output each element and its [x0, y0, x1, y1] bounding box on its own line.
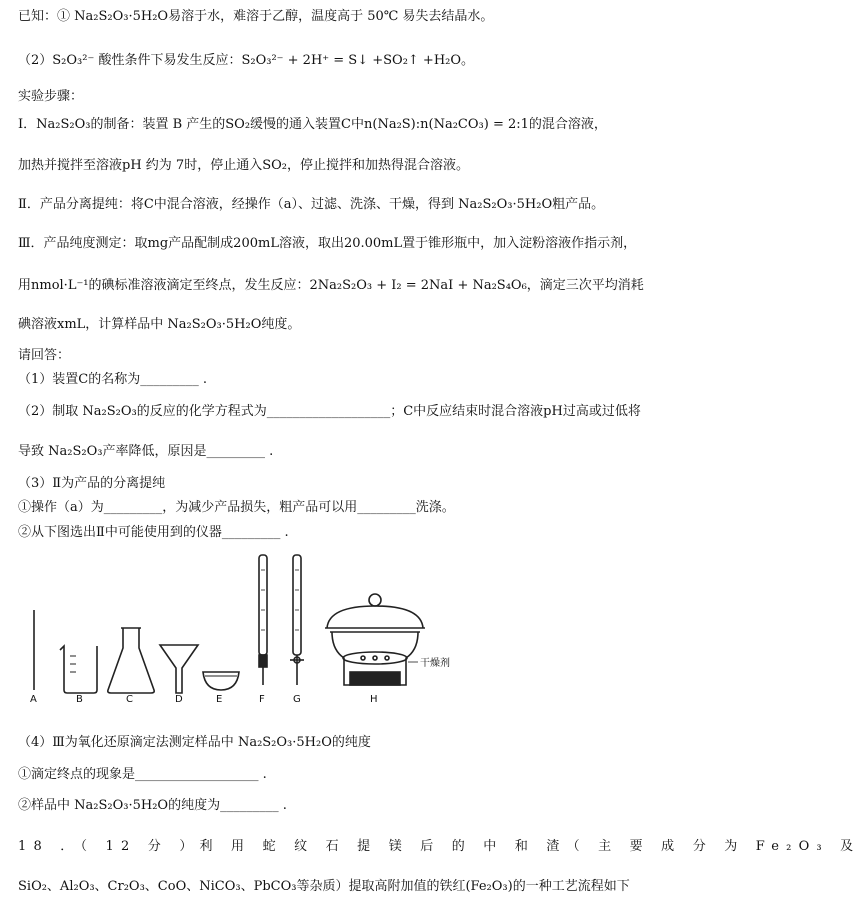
line-q3b: ②从下图选出Ⅱ中可能使用到的仪器_________ . [18, 525, 289, 540]
label-e: E [216, 694, 223, 705]
apparatus-figure [20, 550, 470, 715]
line-q18a: 18 ．（ 12 分 ）利 用 蛇 纹 石 提 镁 后 的 中 和 渣（ 主 要 成 分 为 Fe₂O₃ 及 [18, 839, 860, 854]
line-step1a: Ⅰ．Na₂S₂O₃的制备：装置 B 产生的SO₂缓慢的通入装置C中n(Na₂S):n(Na₂CO₃) = 2:1的混合溶液， [18, 117, 607, 132]
evaporating-dish-icon [203, 672, 239, 690]
conical-flask-icon [108, 628, 154, 693]
label-d: D [175, 694, 183, 705]
label-a: A [30, 694, 37, 705]
label-g: G [293, 694, 301, 705]
funnel-icon [160, 645, 198, 693]
line-known: 已知：① Na₂S₂O₃·5H₂O易溶于水，难溶于乙醇，温度高于 50℃ 易失去结晶水。 [18, 9, 494, 24]
line-answer-heading: 请回答： [18, 348, 71, 363]
label-b: B [76, 694, 83, 705]
line-step3b: 用nmol·L⁻¹的碘标准溶液滴定至终点，发生反应：2Na₂S₂O₃ + I₂ = 2NaI + Na₂S₄O₆，滴定三次平均消耗 [18, 278, 644, 293]
burette-rubber-tube-icon [259, 555, 267, 685]
burette-stopcock-icon [290, 555, 304, 685]
line-known-2: （2）S₂O₃²⁻ 酸性条件下易发生反应：S₂O₃²⁻ + 2H⁺ = S↓ +SO₂↑ +H₂O。 [18, 53, 475, 68]
desiccant-label: 干燥剂 [420, 658, 450, 669]
label-c: C [126, 694, 133, 705]
line-q2b: 导致 Na₂S₂O₃产率降低，原因是_________ . [18, 444, 274, 459]
label-f: F [259, 694, 265, 705]
line-q18b: SiO₂、Al₂O₃、Cr₂O₃、CoO、NiCO₃、PbCO₃等杂质）提取高附加值的铁红(Fe₂O₃)的一种工艺流程如下 [18, 879, 630, 894]
label-h: H [370, 694, 378, 705]
line-step3a: Ⅲ．产品纯度测定：取mg产品配制成200mL溶液，取出20.00mL置于锥形瓶中，加入淀粉溶液作指示剂， [18, 236, 637, 251]
line-step1b: 加热并搅拌至溶液pH 约为 7时，停止通入SO₂，停止搅拌和加热得混合溶液。 [18, 158, 469, 173]
beaker-icon [60, 646, 97, 693]
line-q3a: ①操作（a）为_________，为减少产品损失，粗产品可以用_________洗涤。 [18, 500, 455, 515]
line-q4b: ②样品中 Na₂S₂O₃·5H₂O的纯度为_________ . [18, 798, 287, 813]
desiccator-icon [325, 594, 425, 685]
line-q3: （3）Ⅱ为产品的分离提纯 [18, 476, 166, 491]
line-q1: （1）装置C的名称为_________ . [18, 372, 207, 387]
line-steps-heading: 实验步骤： [18, 89, 84, 104]
line-step3c: 碘溶液xmL，计算样品中 Na₂S₂O₃·5H₂O纯度。 [18, 317, 301, 332]
line-q2a: （2）制取 Na₂S₂O₃的反应的化学方程式为___________________；C中反应结束时混合溶液pH过高或过低将 [18, 404, 641, 419]
line-q4a: ①滴定终点的现象是___________________ . [18, 767, 267, 782]
line-step2: Ⅱ．产品分离提纯：将C中混合溶液，经操作（a）、过滤、洗涤、干燥，得到 Na₂S₂O₃·5H₂O粗产品。 [18, 197, 605, 212]
line-q4: （4）Ⅲ为氧化还原滴定法测定样品中 Na₂S₂O₃·5H₂O的纯度 [18, 735, 371, 750]
